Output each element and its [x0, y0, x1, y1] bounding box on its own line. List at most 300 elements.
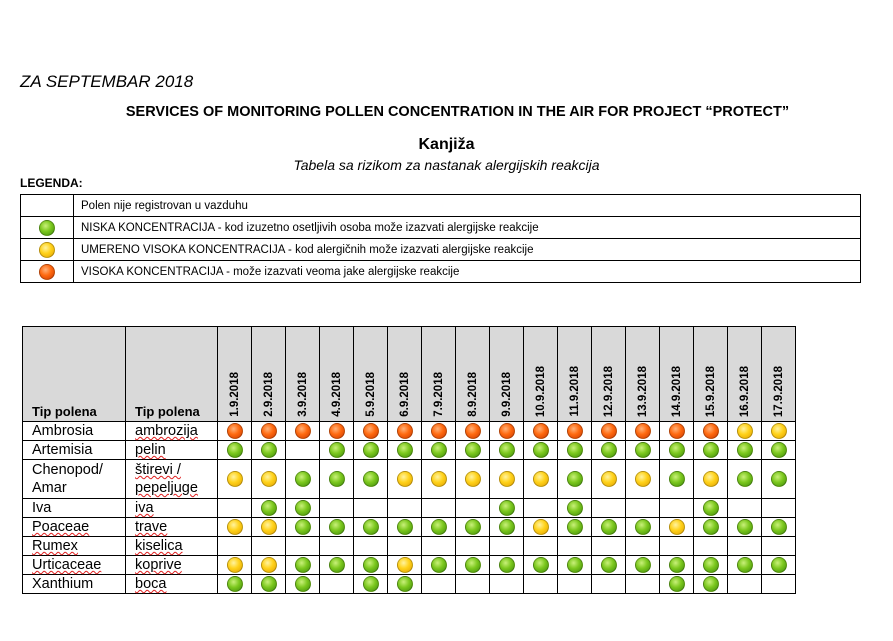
- yellow-dot-icon: [703, 471, 719, 487]
- green-dot-icon: [669, 442, 685, 458]
- orange-dot-icon: [39, 264, 55, 280]
- concentration-cell: [524, 441, 558, 460]
- concentration-cell: [456, 556, 490, 575]
- legend-table: [20, 194, 861, 283]
- concentration-cell: [456, 537, 490, 556]
- legend-row-mid: [21, 239, 861, 261]
- concentration-cell: [252, 441, 286, 460]
- green-dot-icon: [771, 519, 787, 535]
- concentration-cell: [252, 422, 286, 441]
- concentration-cell: [558, 499, 592, 518]
- pollen-local-name: iva: [126, 499, 218, 518]
- green-dot-icon: [363, 576, 379, 592]
- concentration-cell: [218, 499, 252, 518]
- green-dot-icon: [669, 471, 685, 487]
- table-row: [23, 441, 796, 460]
- report-period: ZA SEPTEMBAR 2018: [20, 72, 194, 91]
- concentration-cell: [286, 518, 320, 537]
- date-label: 4.9.2018: [330, 372, 343, 417]
- concentration-cell: [456, 575, 490, 594]
- concentration-cell: [286, 460, 320, 499]
- yellow-dot-icon: [737, 423, 753, 439]
- concentration-cell: [728, 441, 762, 460]
- green-dot-icon: [397, 576, 413, 592]
- green-dot-icon: [499, 442, 515, 458]
- concentration-cell: [490, 422, 524, 441]
- date-header: [422, 327, 456, 422]
- col-header-local: Tip polena: [126, 327, 218, 422]
- green-dot-icon: [363, 557, 379, 573]
- yellow-dot-icon: [465, 471, 481, 487]
- concentration-cell: [388, 575, 422, 594]
- concentration-cell: [660, 499, 694, 518]
- concentration-cell: [354, 499, 388, 518]
- concentration-cell: [694, 460, 728, 499]
- concentration-cell: [558, 460, 592, 499]
- concentration-cell: [728, 460, 762, 499]
- concentration-cell: [728, 518, 762, 537]
- date-label: 12.9.2018: [602, 365, 615, 417]
- pollen-latin-name: Poaceae: [23, 518, 126, 537]
- pollen-local-name: trave: [126, 518, 218, 537]
- concentration-cell: [524, 556, 558, 575]
- concentration-cell: [286, 575, 320, 594]
- yellow-dot-icon: [261, 519, 277, 535]
- pollen-local-name: pelin: [126, 441, 218, 460]
- concentration-cell: [388, 460, 422, 499]
- pollen-local-name: ambrozija: [126, 422, 218, 441]
- concentration-cell: [558, 556, 592, 575]
- concentration-cell: [626, 537, 660, 556]
- table-row: [23, 460, 796, 499]
- concentration-cell: [558, 441, 592, 460]
- concentration-cell: [762, 441, 796, 460]
- concentration-cell: [286, 556, 320, 575]
- orange-dot-icon: [363, 423, 379, 439]
- concentration-cell: [626, 499, 660, 518]
- date-label: 7.9.2018: [432, 372, 445, 417]
- green-dot-icon: [737, 557, 753, 573]
- green-dot-icon: [431, 519, 447, 535]
- concentration-cell: [252, 460, 286, 499]
- concentration-cell: [660, 460, 694, 499]
- concentration-cell: [320, 575, 354, 594]
- green-dot-icon: [703, 557, 719, 573]
- orange-dot-icon: [397, 423, 413, 439]
- date-header: [660, 327, 694, 422]
- concentration-cell: [626, 556, 660, 575]
- table-row: [23, 537, 796, 556]
- green-dot-icon: [329, 557, 345, 573]
- date-header: [456, 327, 490, 422]
- orange-dot-icon: [329, 423, 345, 439]
- concentration-cell: [592, 460, 626, 499]
- green-dot-icon: [261, 442, 277, 458]
- concentration-cell: [762, 499, 796, 518]
- concentration-cell: [626, 441, 660, 460]
- concentration-cell: [592, 556, 626, 575]
- green-dot-icon: [669, 557, 685, 573]
- concentration-cell: [592, 441, 626, 460]
- green-dot-icon: [669, 576, 685, 592]
- concentration-cell: [456, 518, 490, 537]
- pollen-local-name: štirevi / pepeljuge: [126, 460, 218, 499]
- concentration-cell: [354, 575, 388, 594]
- legend-symbol-empty: [21, 195, 74, 217]
- concentration-cell: [286, 537, 320, 556]
- green-dot-icon: [465, 519, 481, 535]
- green-dot-icon: [227, 576, 243, 592]
- concentration-cell: [490, 537, 524, 556]
- yellow-dot-icon: [635, 471, 651, 487]
- table-row: [23, 422, 796, 441]
- concentration-cell: [626, 460, 660, 499]
- date-label: 16.9.2018: [738, 365, 751, 417]
- table-row: [23, 499, 796, 518]
- concentration-cell: [660, 575, 694, 594]
- legend-text: UMERENO VISOKA KONCENTRACIJA - kod alergičnih može izazvati alergijske reakcije: [74, 239, 861, 261]
- green-dot-icon: [771, 442, 787, 458]
- concentration-cell: [218, 537, 252, 556]
- orange-dot-icon: [703, 423, 719, 439]
- date-label: 17.9.2018: [772, 365, 785, 417]
- concentration-cell: [354, 537, 388, 556]
- date-header: [694, 327, 728, 422]
- concentration-cell: [320, 556, 354, 575]
- concentration-cell: [422, 537, 456, 556]
- concentration-cell: [626, 518, 660, 537]
- date-label: 1.9.2018: [228, 372, 241, 417]
- orange-dot-icon: [635, 423, 651, 439]
- concentration-cell: [728, 575, 762, 594]
- table-row: [23, 575, 796, 594]
- concentration-cell: [524, 460, 558, 499]
- concentration-cell: [660, 537, 694, 556]
- yellow-dot-icon: [397, 557, 413, 573]
- legend-title: LEGENDA:: [20, 176, 83, 190]
- green-dot-icon: [703, 519, 719, 535]
- legend-text: Polen nije registrovan u vazduhu: [74, 195, 861, 217]
- concentration-cell: [728, 556, 762, 575]
- concentration-cell: [490, 556, 524, 575]
- date-label: 13.9.2018: [636, 365, 649, 417]
- pollen-latin-name: Chenopod/ Amar: [23, 460, 126, 499]
- concentration-cell: [354, 422, 388, 441]
- green-dot-icon: [703, 576, 719, 592]
- concentration-cell: [490, 518, 524, 537]
- green-dot-icon: [295, 471, 311, 487]
- green-dot-icon: [567, 471, 583, 487]
- date-header: [286, 327, 320, 422]
- concentration-cell: [660, 422, 694, 441]
- green-dot-icon: [737, 519, 753, 535]
- city-name: Kanjiža: [418, 136, 475, 153]
- concentration-cell: [592, 499, 626, 518]
- yellow-dot-icon: [261, 471, 277, 487]
- concentration-cell: [456, 460, 490, 499]
- concentration-cell: [558, 422, 592, 441]
- concentration-cell: [694, 422, 728, 441]
- concentration-cell: [728, 499, 762, 518]
- orange-dot-icon: [227, 423, 243, 439]
- concentration-cell: [694, 575, 728, 594]
- date-header: [490, 327, 524, 422]
- concentration-cell: [218, 441, 252, 460]
- date-header: [252, 327, 286, 422]
- pollen-latin-name: Xanthium: [23, 575, 126, 594]
- concentration-cell: [490, 441, 524, 460]
- yellow-dot-icon: [669, 519, 685, 535]
- concentration-cell: [490, 575, 524, 594]
- pollen-latin-name: Artemisia: [23, 441, 126, 460]
- concentration-cell: [456, 441, 490, 460]
- concentration-cell: [660, 518, 694, 537]
- date-header: [388, 327, 422, 422]
- page-title: SERVICES OF MONITORING POLLEN CONCENTRATION IN THE AIR FOR PROJECT “PROTECT”: [125, 104, 790, 120]
- pollen-local-name: kiselica: [126, 537, 218, 556]
- concentration-cell: [218, 460, 252, 499]
- concentration-cell: [388, 556, 422, 575]
- concentration-cell: [592, 575, 626, 594]
- orange-dot-icon: [465, 423, 481, 439]
- green-dot-icon: [499, 557, 515, 573]
- green-dot-icon: [363, 442, 379, 458]
- green-dot-icon: [601, 519, 617, 535]
- table-row: [23, 518, 796, 537]
- date-header: [558, 327, 592, 422]
- pollen-latin-name: Urticaceae: [23, 556, 126, 575]
- date-label: 3.9.2018: [296, 372, 309, 417]
- concentration-cell: [660, 556, 694, 575]
- green-dot-icon: [465, 442, 481, 458]
- date-header: [320, 327, 354, 422]
- green-dot-icon: [295, 576, 311, 592]
- concentration-cell: [422, 575, 456, 594]
- table-row: [23, 556, 796, 575]
- concentration-cell: [558, 575, 592, 594]
- pollen-latin-name: Rumex: [23, 537, 126, 556]
- concentration-cell: [252, 556, 286, 575]
- pollen-table: [22, 326, 796, 594]
- green-dot-icon: [533, 557, 549, 573]
- green-dot-icon: [771, 471, 787, 487]
- concentration-cell: [626, 422, 660, 441]
- green-dot-icon: [329, 519, 345, 535]
- concentration-cell: [694, 537, 728, 556]
- yellow-dot-icon: [227, 557, 243, 573]
- legend-row-low: [21, 217, 861, 239]
- concentration-cell: [388, 499, 422, 518]
- concentration-cell: [388, 518, 422, 537]
- concentration-cell: [694, 499, 728, 518]
- concentration-cell: [762, 556, 796, 575]
- orange-dot-icon: [261, 423, 277, 439]
- concentration-cell: [422, 422, 456, 441]
- concentration-cell: [422, 460, 456, 499]
- orange-dot-icon: [295, 423, 311, 439]
- concentration-cell: [626, 575, 660, 594]
- yellow-dot-icon: [227, 519, 243, 535]
- concentration-cell: [524, 499, 558, 518]
- date-label: 5.9.2018: [364, 372, 377, 417]
- concentration-cell: [592, 422, 626, 441]
- pollen-latin-name: Iva: [23, 499, 126, 518]
- concentration-cell: [422, 441, 456, 460]
- green-dot-icon: [567, 500, 583, 516]
- concentration-cell: [456, 499, 490, 518]
- date-label: 10.9.2018: [534, 365, 547, 417]
- date-label: 6.9.2018: [398, 372, 411, 417]
- date-header: [524, 327, 558, 422]
- yellow-dot-icon: [431, 471, 447, 487]
- yellow-dot-icon: [533, 519, 549, 535]
- green-dot-icon: [703, 500, 719, 516]
- date-header: [354, 327, 388, 422]
- concentration-cell: [320, 499, 354, 518]
- date-label: 9.9.2018: [500, 372, 513, 417]
- concentration-cell: [354, 441, 388, 460]
- concentration-cell: [456, 422, 490, 441]
- concentration-cell: [252, 518, 286, 537]
- concentration-cell: [252, 499, 286, 518]
- yellow-dot-icon: [397, 471, 413, 487]
- green-dot-icon: [499, 500, 515, 516]
- concentration-cell: [218, 556, 252, 575]
- orange-dot-icon: [669, 423, 685, 439]
- yellow-dot-icon: [39, 242, 55, 258]
- orange-dot-icon: [431, 423, 447, 439]
- green-dot-icon: [431, 442, 447, 458]
- green-dot-icon: [261, 500, 277, 516]
- concentration-cell: [694, 518, 728, 537]
- concentration-cell: [524, 518, 558, 537]
- concentration-cell: [422, 499, 456, 518]
- concentration-cell: [728, 422, 762, 441]
- concentration-cell: [218, 518, 252, 537]
- concentration-cell: [762, 575, 796, 594]
- green-dot-icon: [635, 442, 651, 458]
- concentration-cell: [218, 575, 252, 594]
- legend-text: NISKA KONCENTRACIJA - kod izuzetno osetljivih osoba može izazvati alergijske reakcije: [74, 217, 861, 239]
- date-label: 14.9.2018: [670, 365, 683, 417]
- concentration-cell: [660, 441, 694, 460]
- date-label: 2.9.2018: [262, 372, 275, 417]
- legend-row-none: [21, 195, 861, 217]
- green-dot-icon: [295, 519, 311, 535]
- concentration-cell: [320, 537, 354, 556]
- concentration-cell: [762, 460, 796, 499]
- green-dot-icon: [703, 442, 719, 458]
- pollen-local-name: koprive: [126, 556, 218, 575]
- legend-text: VISOKA KONCENTRACIJA - može izazvati veoma jake alergijske reakcije: [74, 261, 861, 283]
- date-label: 8.9.2018: [466, 372, 479, 417]
- concentration-cell: [694, 441, 728, 460]
- concentration-cell: [388, 422, 422, 441]
- yellow-dot-icon: [533, 471, 549, 487]
- green-dot-icon: [329, 471, 345, 487]
- col-header-latin: Tip polena: [23, 327, 126, 422]
- concentration-cell: [388, 441, 422, 460]
- concentration-cell: [218, 422, 252, 441]
- concentration-cell: [558, 537, 592, 556]
- concentration-cell: [694, 556, 728, 575]
- date-header: [728, 327, 762, 422]
- concentration-cell: [286, 441, 320, 460]
- orange-dot-icon: [499, 423, 515, 439]
- concentration-cell: [388, 537, 422, 556]
- date-header: [218, 327, 252, 422]
- green-dot-icon: [295, 500, 311, 516]
- green-dot-icon: [465, 557, 481, 573]
- yellow-dot-icon: [771, 423, 787, 439]
- concentration-cell: [422, 518, 456, 537]
- green-dot-icon: [601, 557, 617, 573]
- orange-dot-icon: [601, 423, 617, 439]
- concentration-cell: [490, 460, 524, 499]
- green-dot-icon: [431, 557, 447, 573]
- green-dot-icon: [737, 471, 753, 487]
- concentration-cell: [592, 518, 626, 537]
- concentration-cell: [592, 537, 626, 556]
- green-dot-icon: [533, 442, 549, 458]
- orange-dot-icon: [533, 423, 549, 439]
- concentration-cell: [320, 518, 354, 537]
- date-header: [592, 327, 626, 422]
- yellow-dot-icon: [227, 471, 243, 487]
- green-dot-icon: [499, 519, 515, 535]
- concentration-cell: [252, 537, 286, 556]
- concentration-cell: [354, 460, 388, 499]
- green-dot-icon: [771, 557, 787, 573]
- green-dot-icon: [397, 442, 413, 458]
- date-label: 11.9.2018: [568, 366, 581, 417]
- green-dot-icon: [635, 557, 651, 573]
- green-dot-icon: [635, 519, 651, 535]
- concentration-cell: [422, 556, 456, 575]
- concentration-cell: [558, 518, 592, 537]
- concentration-cell: [762, 537, 796, 556]
- concentration-cell: [762, 422, 796, 441]
- concentration-cell: [524, 422, 558, 441]
- concentration-cell: [490, 499, 524, 518]
- green-dot-icon: [329, 442, 345, 458]
- date-label: 15.9.2018: [704, 365, 717, 417]
- pollen-local-name: boca: [126, 575, 218, 594]
- orange-dot-icon: [567, 423, 583, 439]
- concentration-cell: [320, 441, 354, 460]
- concentration-cell: [286, 499, 320, 518]
- concentration-cell: [320, 460, 354, 499]
- green-dot-icon: [737, 442, 753, 458]
- concentration-cell: [524, 537, 558, 556]
- concentration-cell: [354, 556, 388, 575]
- green-dot-icon: [261, 576, 277, 592]
- green-dot-icon: [601, 442, 617, 458]
- green-dot-icon: [567, 442, 583, 458]
- concentration-cell: [320, 422, 354, 441]
- concentration-cell: [524, 575, 558, 594]
- green-dot-icon: [227, 442, 243, 458]
- date-header: [762, 327, 796, 422]
- green-dot-icon: [567, 519, 583, 535]
- concentration-cell: [762, 518, 796, 537]
- concentration-cell: [354, 518, 388, 537]
- yellow-dot-icon: [601, 471, 617, 487]
- green-dot-icon: [363, 471, 379, 487]
- legend-row-high: [21, 261, 861, 283]
- table-header-row: [23, 327, 796, 422]
- green-dot-icon: [567, 557, 583, 573]
